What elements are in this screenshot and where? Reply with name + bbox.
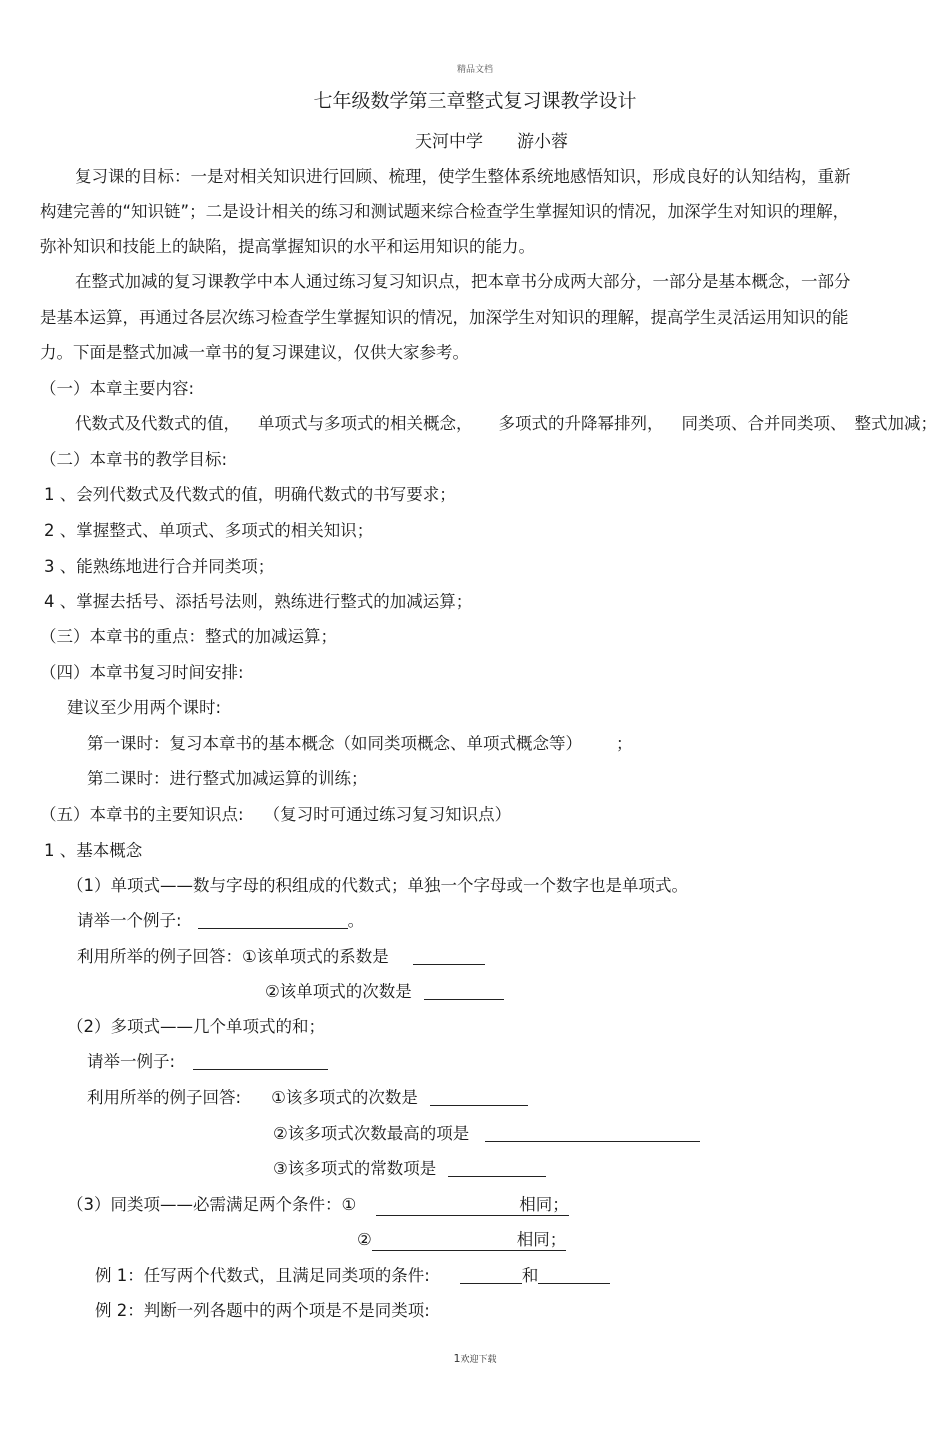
condition-blank[interactable]: 相同；	[376, 1195, 569, 1216]
intro-p2-line3: 力。下面是整式加减一章书的复习课建议，仅供大家参考。	[40, 343, 469, 362]
section-1-content	[75, 413, 937, 435]
answer-blank[interactable]	[413, 948, 485, 965]
monomial-question-1: 利用所举的例子回答：①该单项式的系数是	[77, 946, 485, 968]
schedule-lesson-2: 第二课时：进行整式加减运算的训练；	[87, 769, 368, 788]
goal-item: 1 、会列代数式及代数式的值，明确代数式的书写要求；	[44, 485, 456, 504]
goal-item: 2 、掌握整式、单项式、多项式的相关知识；	[44, 521, 374, 540]
section-5-note: （复习时可通过练习复习知识点）	[263, 805, 512, 824]
content-item: 整式加减；	[854, 414, 937, 433]
answer-blank[interactable]	[198, 912, 348, 929]
intro-p1-line2: 构建完善的“知识链”；二是设计相关的练习和测试题来综合检查学生掌握知识的情况，加深学生对知识的理解，	[40, 202, 850, 221]
author-line	[415, 131, 568, 153]
content-item: 同类项、合并同类项、	[681, 414, 847, 433]
page-footer	[0, 1352, 950, 1365]
monomial-definition: （1）单项式——数与字母的积组成的代数式；单独一个字母或一个数字也是单项式。	[67, 876, 688, 895]
answer-blank[interactable]	[485, 1125, 700, 1142]
intro-p1-line3: 弥补知识和技能上的缺陷，提高掌握知识的水平和运用知识的能力。	[40, 237, 535, 256]
schedule-suggest: 建议至少用两个课时:	[67, 698, 222, 717]
page-header: 精品文档	[456, 65, 493, 75]
answer-blank[interactable]	[460, 1267, 522, 1284]
footer-text: 欢迎下载	[460, 1355, 497, 1365]
basic-concepts-heading: 1 、基本概念	[44, 841, 143, 860]
intro-p1-line1: 复习课的目标：一是对相关知识进行回顾、梳理，使学生整体系统地感悟知识，形成良好的认知结构，重新	[75, 167, 851, 186]
polynomial-question-3: ③该多项式的常数项是	[273, 1158, 546, 1180]
like-terms-condition-2: ② 相同；	[357, 1230, 567, 1249]
document-title: 七年级数学第三章整式复习课教学设计	[313, 90, 637, 112]
content-item: 单项式与多项式的相关概念，	[258, 414, 473, 433]
goal-item: 3 、能熟练地进行合并同类项；	[44, 557, 275, 576]
example-2: 例 2：判断一列各题中的两个项是不是同类项:	[95, 1301, 430, 1320]
polynomial-question-1: 利用所举的例子回答: ①该多项式的次数是	[87, 1087, 528, 1109]
answer-blank[interactable]	[448, 1160, 546, 1177]
content-item: 代数式及代数式的值，	[75, 414, 240, 433]
answer-blank[interactable]	[193, 1053, 328, 1070]
monomial-example-prompt: 请举一个例子: 。	[77, 911, 365, 930]
polynomial-question-2: ②该多项式次数最高的项是	[273, 1123, 700, 1145]
section-4-heading: （四）本章书复习时间安排:	[40, 663, 244, 682]
section-5-heading: （五）本章书的主要知识点: （复习时可通过练习复习知识点）	[40, 805, 512, 824]
intro-p2-line2: 是基本运算，再通过各层次练习检查学生掌握知识的情况，加深学生对知识的理解，提高学生灵活运用知识的能	[40, 308, 849, 327]
like-terms-condition-1: （3）同类项——必需满足两个条件：① 相同；	[67, 1195, 569, 1214]
page-number: 1	[453, 1352, 461, 1365]
example-1: 例 1：任写两个代数式，且满足同类项的条件: 和	[95, 1265, 610, 1287]
author-school: 天河中学	[415, 132, 483, 152]
answer-blank[interactable]	[424, 983, 504, 1000]
content-item: 多项式的升降幂排列，	[498, 414, 664, 433]
section-2-heading: （二）本章书的教学目标:	[40, 450, 228, 469]
answer-blank[interactable]	[538, 1267, 610, 1284]
section-1-heading: （一）本章主要内容:	[40, 379, 195, 398]
answer-blank[interactable]	[430, 1089, 528, 1106]
condition-blank[interactable]: 相同；	[372, 1230, 567, 1251]
section-3-heading: （三）本章书的重点：整式的加减运算；	[40, 627, 337, 646]
polynomial-definition: （2）多项式——几个单项式的和；	[67, 1017, 325, 1036]
monomial-question-2: ②该单项式的次数是	[265, 981, 504, 1003]
intro-p2-line1: 在整式加减的复习课教学中本人通过练习复习知识点，把本章书分成两大部分，一部分是基本概念，一部分	[75, 272, 851, 291]
author-name: 游小蓉	[517, 132, 568, 152]
goal-item: 4 、掌握去括号、添括号法则，熟练进行整式的加减运算；	[44, 592, 473, 611]
polynomial-example-prompt: 请举一例子:	[87, 1051, 328, 1073]
schedule-lesson-1: 第一课时：复习本章书的基本概念（如同类项概念、单项式概念等） ；	[87, 734, 633, 753]
